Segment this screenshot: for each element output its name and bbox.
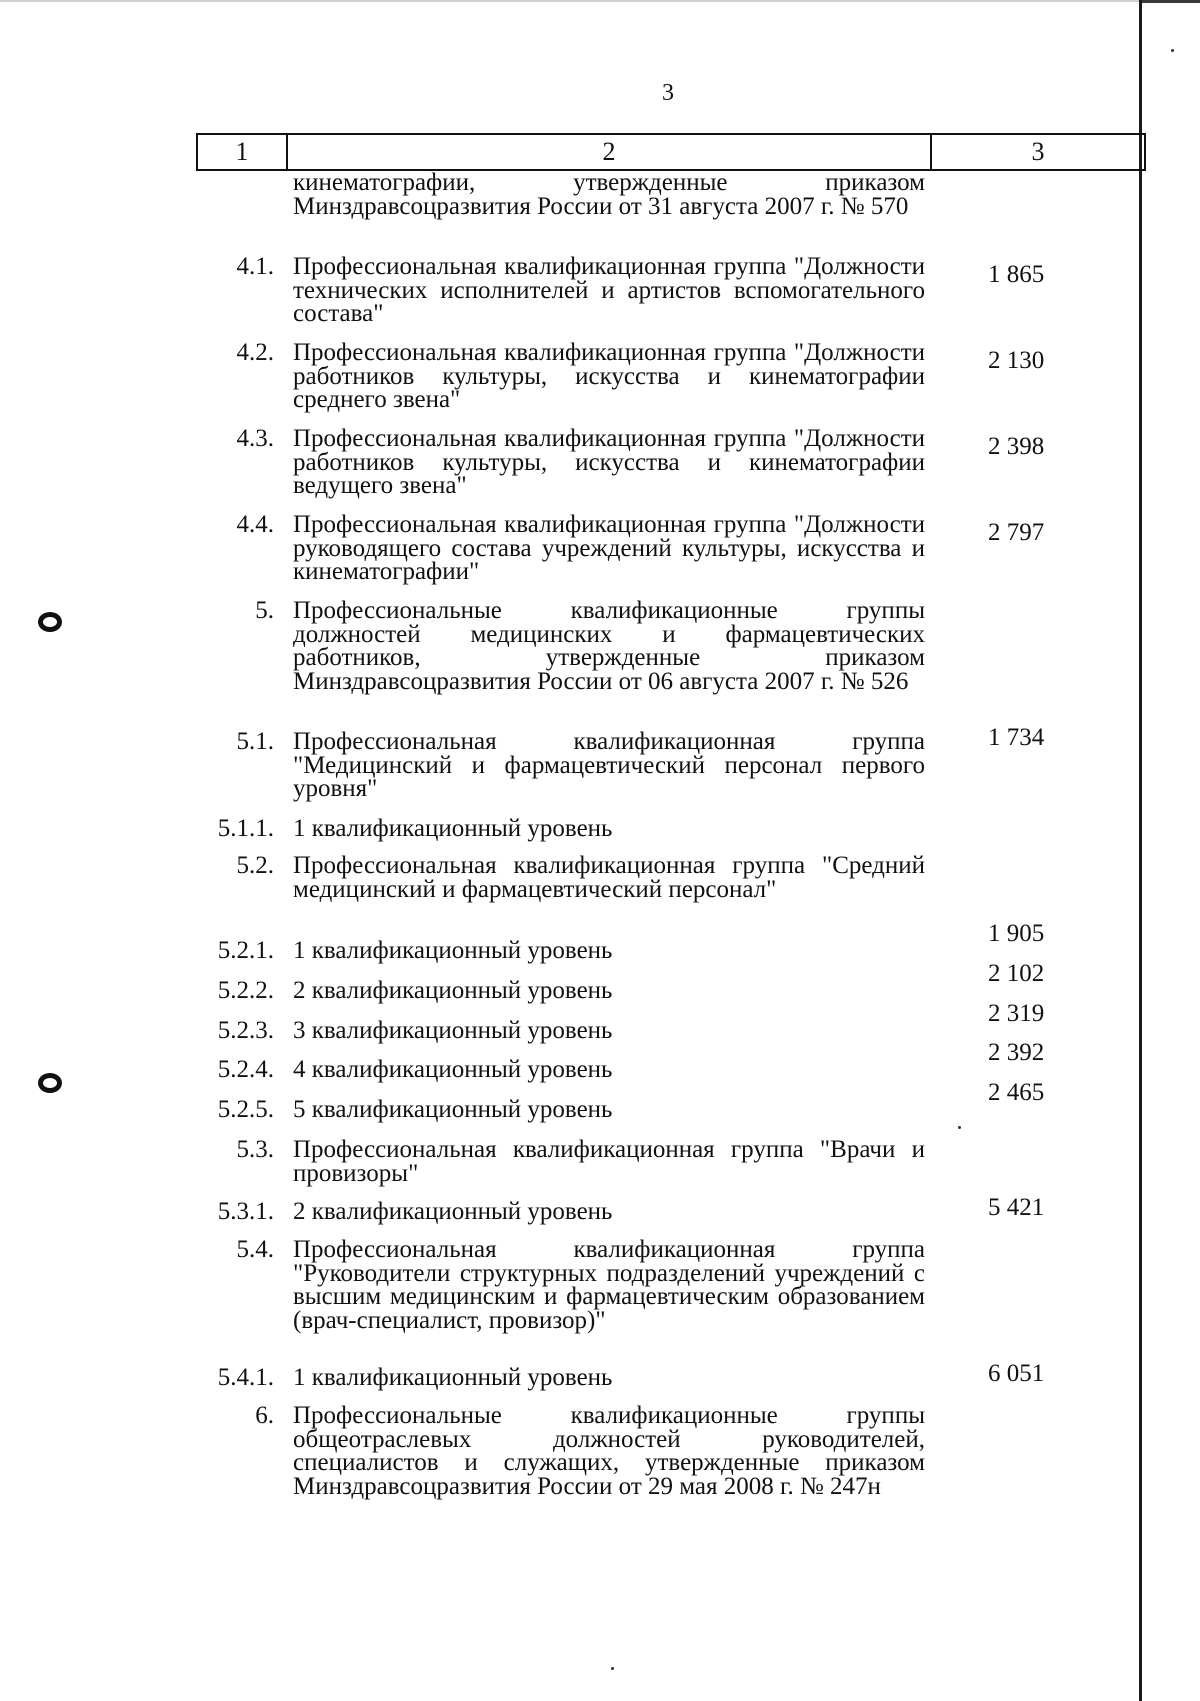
scan-right-edge: [1139, 0, 1142, 1701]
row-text: 1 квалификационный уровень: [293, 815, 613, 842]
row-text: 2 квалификационный уровень: [293, 1198, 613, 1225]
row-number: 4.1.: [236, 253, 274, 280]
row-text: Профессиональная квалификационная группа "Руководители структурных подразделений учреждений с высшим медицинским и фармацевтическим образованием (врач-специалист, провизор)": [293, 1236, 925, 1334]
row-text: Профессиональная квалификационная группа "Должности работников культуры, искусства и кинематографии ведущего звена": [293, 425, 925, 499]
row-value: 1 905: [988, 920, 1045, 947]
punch-hole-lower: [38, 1073, 62, 1093]
row-number: 5.1.1.: [217, 815, 274, 842]
row-text: Профессиональная квалификационная группа "Врачи и провизоры": [293, 1136, 925, 1187]
scan-top-edge: [0, 0, 1140, 2]
punch-hole-upper: [38, 612, 62, 632]
row-text: Профессиональные квалификационные группы общеотраслевых должностей руководителей, специалистов и служащих, утвержденные приказом Минздравсоцразвития России от 29 мая 2008 г. № 247н: [293, 1402, 925, 1500]
row-value: 2 102: [988, 960, 1045, 987]
row-text: 5 квалификационный уровень: [293, 1096, 613, 1123]
row-number: 5.2.2.: [217, 977, 274, 1004]
row-value: 2 398: [988, 433, 1045, 460]
row-text: Профессиональная квалификационная группа "Должности работников культуры, искусства и кинематографии среднего звена": [293, 339, 925, 413]
row-text: 4 квалификационный уровень: [293, 1056, 613, 1083]
row-text: Профессиональная квалификационная группа "Должности технических исполнителей и артистов вспомогательного состава": [293, 253, 925, 327]
row-number: 5.2.4.: [217, 1056, 274, 1083]
row-text: 1 квалификационный уровень: [293, 1364, 613, 1391]
row-number: 5.3.: [236, 1136, 274, 1163]
table-header-row: [196, 133, 1146, 171]
row-value: 5 421: [988, 1194, 1045, 1221]
row-number: 4.2.: [236, 339, 274, 366]
row-number: 6.: [255, 1402, 274, 1429]
row-value: 1 865: [988, 261, 1045, 288]
scan-speck: [958, 1126, 961, 1129]
row-value: 1 734: [988, 724, 1045, 751]
row-number: 5.2.1.: [217, 937, 274, 964]
row-text: 1 квалификационный уровень: [293, 937, 613, 964]
column-header-2: 2: [288, 135, 932, 169]
row-value: 6 051: [988, 1360, 1045, 1387]
row-number: 5.2.3.: [217, 1017, 274, 1044]
row-text: Профессиональные квалификационные группы должностей медицинских и фармацевтических работников, утвержденные приказом Минздравсоцразвития России от 06 августа 2007 г. № 526: [293, 597, 925, 695]
scan-corner-mark: [1140, 0, 1200, 3]
row-value: 2 465: [988, 1079, 1045, 1106]
row-number: 5.4.: [236, 1236, 274, 1263]
row-number: 5.: [255, 597, 274, 624]
row-value: 2 392: [988, 1039, 1045, 1066]
row-number: 5.2.: [236, 852, 274, 879]
row-number: 5.2.5.: [217, 1096, 274, 1123]
column-header-3: 3: [1031, 137, 1045, 166]
row-value: 2 130: [988, 347, 1045, 374]
page-number: 3: [662, 80, 674, 106]
row-number: 5.3.1.: [217, 1198, 274, 1225]
row-number: 5.1.: [236, 728, 274, 755]
row-value: 2 797: [988, 519, 1045, 546]
scan-speck: [1171, 49, 1174, 52]
row-text: Профессиональная квалификационная группа "Медицинский и фармацевтический персонал первого уровня": [293, 728, 925, 802]
row-text: кинематографии, утвержденные приказом Минздравсоцразвития России от 31 августа 2007 г. № 570: [293, 169, 925, 220]
row-text: Профессиональная квалификационная группа "Средний медицинский и фармацевтический персонал": [293, 852, 925, 903]
scan-speck: [611, 1667, 614, 1670]
row-number: 4.3.: [236, 425, 274, 452]
row-number: 4.4.: [236, 511, 274, 538]
row-value: 2 319: [988, 1000, 1045, 1027]
row-text: Профессиональная квалификационная группа "Должности руководящего состава учреждений культуры, искусства и кинематографии": [293, 511, 925, 585]
row-text: 2 квалификационный уровень: [293, 977, 613, 1004]
row-number: 5.4.1.: [217, 1364, 274, 1391]
row-text: 3 квалификационный уровень: [293, 1017, 613, 1044]
column-header-1: 1: [198, 135, 288, 169]
